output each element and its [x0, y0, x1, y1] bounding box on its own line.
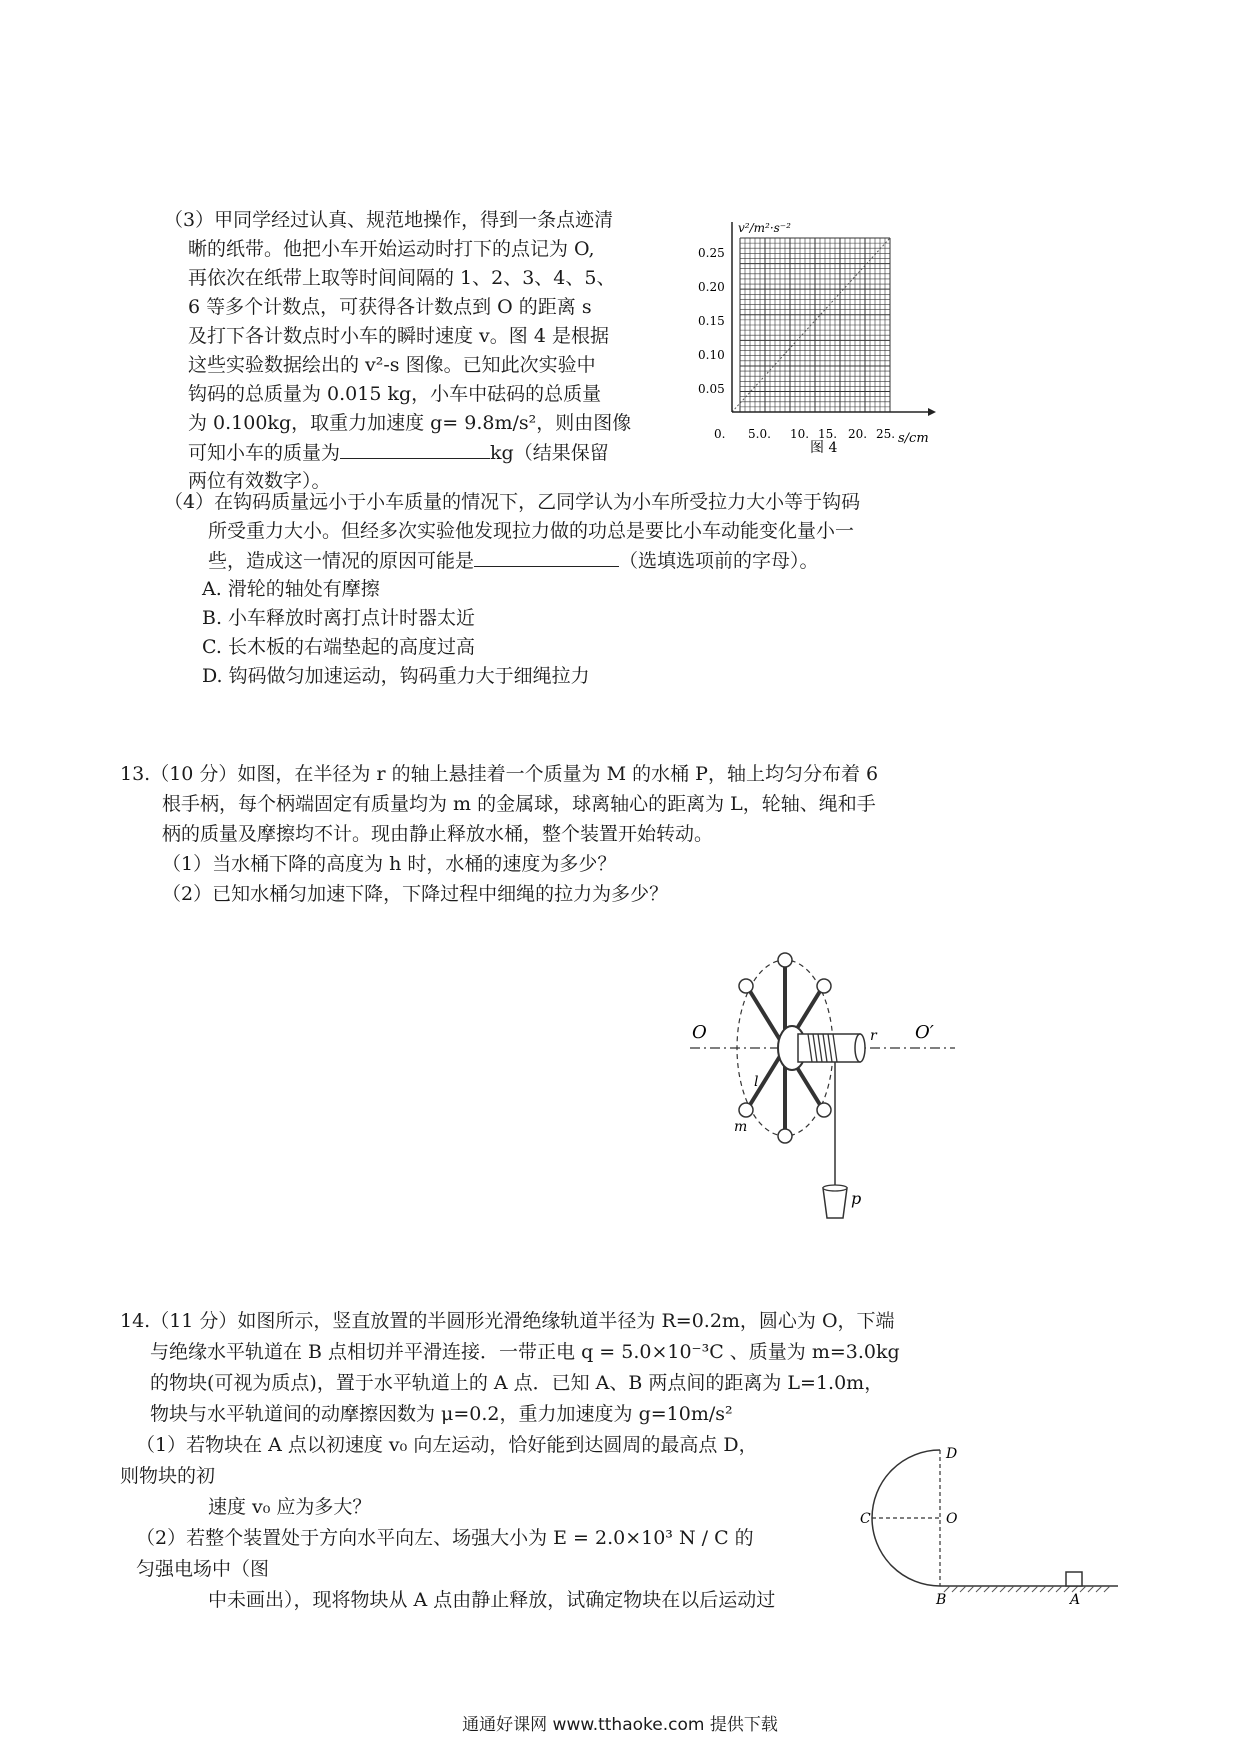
text-line: 钩码的总质量为 0.015 kg，小车中砝码的总质量: [188, 383, 602, 405]
answer-blank-choice[interactable]: [474, 546, 619, 567]
text-line-with-blank: [164, 546, 860, 575]
x-tick-label: 5.0.: [748, 427, 771, 441]
text-segment: 些，造成这一情况的原因可能是: [208, 550, 475, 572]
x-tick-label: 20.: [848, 427, 868, 441]
x-tick-label: 25.: [876, 427, 896, 441]
x-tick-label: 0.: [714, 427, 726, 441]
ground-hatching: [944, 1586, 1110, 1592]
label-a: A: [1070, 1592, 1081, 1608]
text-line: 中未画出），现将物块从 A 点由静止释放，试确定物块在以后运动过: [208, 1589, 776, 1611]
text-line: 所受重力大小。但经多次实验他发现拉力做的功总是要比小车动能变化量小一: [208, 520, 855, 542]
label-p: p: [851, 1189, 862, 1208]
text-segment: 可知小车的质量为: [188, 442, 341, 464]
text-line: 及打下各计数点时小车的瞬时速度 v。图 4 是根据: [188, 325, 609, 347]
text-line: （1）当水桶下降的高度为 h 时，水桶的速度为多少？: [162, 853, 617, 875]
axle-end: [855, 1034, 865, 1062]
bucket: [823, 1188, 847, 1218]
ball: [817, 979, 831, 993]
label-r: r: [870, 1028, 877, 1044]
text-line: （2）若整个装置处于方向水平向左、场强大小为 E = 2.0×10³ N / C 的: [136, 1527, 754, 1549]
q12-part3-text: [164, 206, 631, 496]
label-o-prime: O′: [915, 1022, 934, 1043]
text-line: 物块与水平轨道间的动摩擦因数为 μ=0.2，重力加速度为 g=10m/s²: [150, 1403, 733, 1425]
q13-wheel-axle-figure: [680, 948, 970, 1238]
label-l: l: [754, 1074, 759, 1090]
text-line: 为 0.100kg，取重力加速度 g= 9.8m/s²，则由图像: [188, 412, 632, 434]
block: [1066, 1572, 1082, 1586]
q13-text: [120, 759, 878, 909]
label-o: O: [692, 1022, 707, 1043]
graph-grid: [732, 238, 890, 412]
x-tick-labels: [714, 427, 895, 441]
text-line: 14.（11 分）如图所示，竖直放置的半圆形光滑绝缘轨道半径为 R=0.2m，圆心为 O，下端: [120, 1310, 895, 1332]
y-tick-labels: [698, 246, 725, 396]
wheel-axle-svg: [680, 948, 970, 1238]
text-line: （1）若物块在 A 点以初速度 v₀ 向左运动，恰好能到达圆周的最高点 D，: [136, 1434, 758, 1456]
figure-4-graph: [690, 212, 970, 462]
y-axis-label: v²/m²·s⁻²: [738, 221, 791, 235]
text-line: 的物块(可视为质点)，置于水平轨道上的 A 点．已知 A、B 两点间的距离为 L=1.0m，: [150, 1372, 884, 1394]
option-a: A. 滑轮的轴处有摩擦: [202, 578, 380, 600]
text-line: 与绝缘水平轨道在 B 点相切并平滑连接．一带正电 q = 5.0×10⁻³C 、质量为 m=3.0kg: [150, 1341, 900, 1363]
text-line: 两位有效数字）。: [188, 470, 331, 492]
option-b: B. 小车释放时离打点计时器太近: [202, 607, 476, 629]
label-o: O: [946, 1511, 958, 1527]
label-m: m: [734, 1119, 748, 1135]
track-svg: [860, 1440, 1120, 1610]
option-c: C. 长木板的右端垫起的高度过高: [202, 636, 475, 658]
ball: [739, 1103, 753, 1117]
text-line: 速度 v₀ 应为多大？: [208, 1496, 372, 1518]
text-line: 则物块的初: [120, 1465, 216, 1487]
figure-caption: 图 4: [810, 440, 838, 456]
text-line: 13.（10 分）如图，在半径为 r 的轴上悬挂着一个质量为 M 的水桶 P，轴上均匀分布着 6: [120, 763, 879, 785]
text-segment: kg（结果保留: [490, 442, 609, 464]
text-line: 柄的质量及摩擦均不计。现由静止释放水桶，整个装置开始转动。: [162, 823, 714, 845]
bucket-rim: [823, 1185, 847, 1191]
y-tick-label: 0.05: [698, 382, 725, 396]
option-d: D. 钩码做匀加速运动，钩码重力大于细绳拉力: [202, 665, 590, 687]
text-line: （4）在钩码质量远小于小车质量的情况下，乙同学认为小车所受拉力大小等于钩码: [164, 491, 861, 513]
ball: [778, 1129, 792, 1143]
ball: [739, 979, 753, 993]
x-tick-label: 10.: [790, 427, 810, 441]
x-axis-arrow: [928, 408, 936, 416]
label-b: B: [936, 1592, 947, 1608]
text-line-with-blank: [164, 438, 631, 467]
text-line: 这些实验数据绘出的 v²-s 图像。已知此次实验中: [188, 354, 596, 376]
text-line: 再依次在纸带上取等时间间隔的 1、2、3、4、5、: [188, 267, 616, 289]
text-line: 6 等多个计数点，可获得各计数点到 O 的距离 s: [188, 296, 592, 318]
label-c: C: [860, 1511, 871, 1527]
ball: [778, 953, 792, 967]
y-tick-label: 0.10: [698, 348, 725, 362]
label-d: D: [946, 1446, 958, 1462]
x-tick-label: 15.: [818, 427, 838, 441]
ball: [817, 1103, 831, 1117]
page-footer: 通通好课网 www.tthaoke.com 提供下载: [462, 1715, 778, 1735]
answer-blank-mass[interactable]: [340, 438, 490, 459]
text-line: 晰的纸带。他把小车开始运动时打下的点记为 O,: [188, 238, 595, 260]
text-line: （2）已知水桶匀加速下降，下降过程中细绳的拉力为多少？: [162, 883, 669, 905]
y-tick-label: 0.25: [698, 246, 725, 260]
text-segment: （选填选项前的字母）。: [619, 550, 819, 572]
graph-svg: [690, 212, 970, 462]
text-line: 根手柄，每个柄端固定有质量均为 m 的金属球，球离轴心的距离为 L，轮轴、绳和手: [162, 793, 876, 815]
y-tick-label: 0.15: [698, 314, 725, 328]
text-line: （3）甲同学经过认真、规范地操作，得到一条点迹清: [164, 209, 614, 231]
text-line: 匀强电场中（图: [136, 1558, 270, 1580]
q12-part4-text: [164, 488, 860, 691]
q14-text: [120, 1306, 900, 1616]
x-axis-label: s/cm: [898, 431, 929, 446]
q14-track-figure: [860, 1440, 1120, 1610]
y-tick-label: 0.20: [698, 280, 725, 294]
